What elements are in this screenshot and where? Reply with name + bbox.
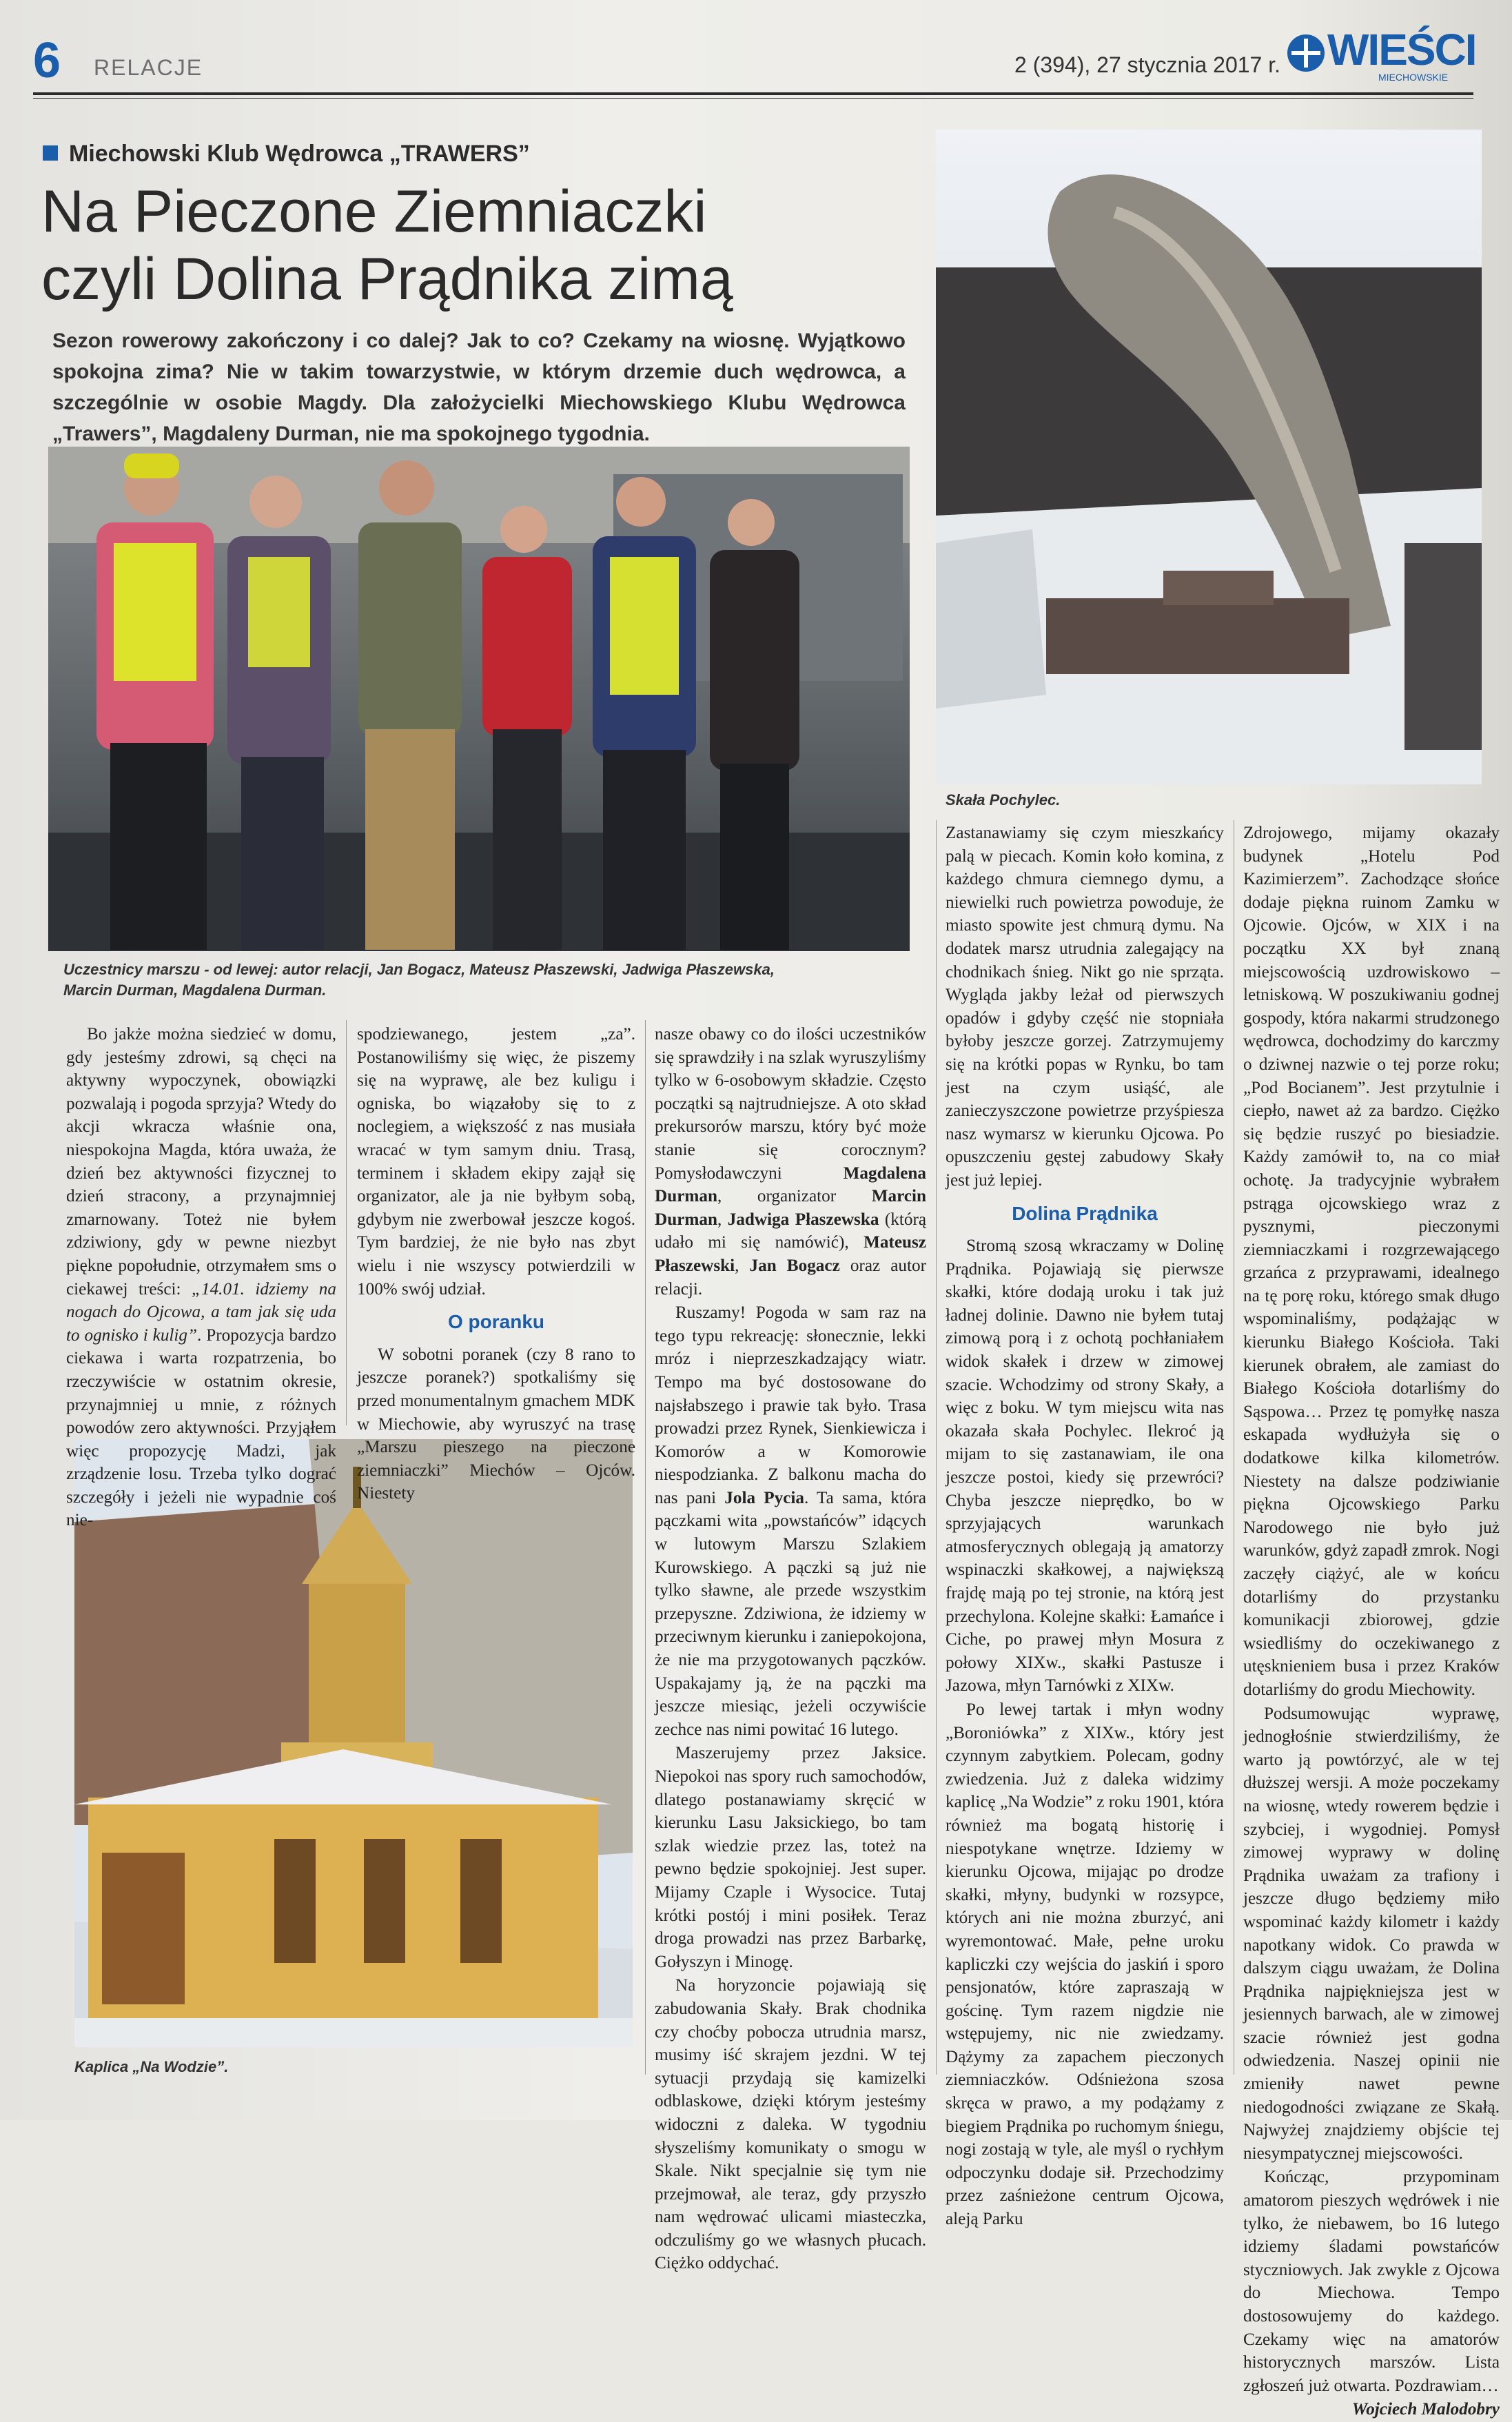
- logo-text: WIEŚCI: [1327, 25, 1476, 74]
- body-column-5: [1243, 822, 1500, 2422]
- paragraph: Na horyzoncie pojawiają się zabudowania Skały. Brak chodnika czy choćby pobocza utrudnia marsz, musimy iść skrajem jezdni. W tej sytuacji przydają się kamizelki odblaskowe, dzięki którym jesteśmy widoczni z daleka. W tygodniu słyszeliśmy komunikaty o smogu w Skale. Nikt specjalnie się tym nie przejmował, ale teraz, gdy przyszło nam wędrować ulicami miasteczka, odczuliśmy go we własnych płucach. Ciężko oddychać.: [655, 1976, 926, 2273]
- article-lede: Sezon rowerowy zakończony i co dalej? Jak to co? Czekamy na wiosnę. Wyjątkowo spokojna zima? Nie w takim towarzystwie, w którym drzemie duch wędrowca, a szczególnie w osobie Magdy. Dla założycielki Miechowskiego Klubu Wędrowca „Trawers”, Magdaleny Durman, nie ma spokojnego tygodnia.: [52, 329, 906, 445]
- headline-line-1: Na Pieczone Ziemniaczki: [41, 179, 707, 245]
- rock-photo-caption: Skała Pochylec.: [946, 791, 1061, 808]
- group-photo-image: [48, 447, 910, 951]
- issue-date: 2 (394), 27 stycznia 2017 r.: [1014, 52, 1280, 77]
- sms-quote: „14.01. idziemy na nogach do Ojcowa, a tam jak się uda to ognisko i kulig”: [66, 1279, 336, 1345]
- page-number: 6: [33, 33, 61, 88]
- header-rule: [33, 92, 1473, 95]
- group-photo: [48, 447, 910, 951]
- column-rule: [936, 820, 937, 2075]
- column-rule: [346, 1020, 347, 1425]
- column-rule: [645, 1020, 646, 2075]
- article-author: Wojciech Malodobry: [1351, 2400, 1500, 2419]
- subhead-o-poranku: O poranku: [447, 1311, 544, 1333]
- body-column-4: [946, 822, 1224, 2232]
- body-column-3: [655, 1023, 926, 2276]
- logo-cross-icon: [1287, 34, 1325, 72]
- article-headline: [41, 178, 930, 313]
- paragraph: Po lewej tartak i młyn wodny „Boroniówka” z XIXw., który jest czynnym zabytkiem. Polecam, godny zwiedzenia. Już z daleka widzimy kaplicę „Na Wodzie” z roku 1901, która również ma bogatą historię i niespotykane wnętrze. Idziemy w kierunku Ojcowa, mijając po drodze skałki, młyny, budynki w rozsypce, których ani nie można zburzyć, ani wyremontować. Małe, pełne uroku kapliczki czy wejścia do jaskiń i sporo pensjonatów, które zapraszają w gościnę. Tym razem nigdzie nie wstępujemy, nic nie zwiedzamy. Dążymy za zapachem pieczonych ziemniaczków. Odśnieżona szosa skręca w prawo, a my podążamy z biegiem Prądnika po ruchomym śniegu, nogi zostają w tyle, ale myśl o rychłym odpoczynku dodaje sił. Przechodzimy przez zaśnieżone centrum Ojcowa, aleją Parku: [946, 1700, 1224, 2229]
- paragraph: Kończąc, przypominam amatorom pieszych wędrówek i nie tylko, że niebawem, bo 16 lutego idziemy śladami powstańców styczniowych. Jak zwykle z Ojcowa do Miechowa. Tempo dostosowujemy do każdego. Czekamy więc na amatorów historycznych marszów. Lista zgłoszeń już otwarta. Pozdrawiam…: [1243, 2168, 1500, 2395]
- paragraph: Stromą szosą wkraczamy w Dolinę Prądnika. Pojawiają się pierwsze skałki, które dodają uroku i tak już ładnej dolinie. Dawno nie byłem tutaj zimową porą i z ochotą pochłaniałem widok skałek i drzew w zimowej szacie. Wchodzimy od strony Skały, a więc z boku. W tym miejscu wita nas okazała skała Pochylec. Ilekroć ją mijam to się zastanawiam, ile ona jeszcze postoi, kiedy się przewróci? Chyba jeszcze nieprędko, bo w sprzyjających warunkach atmosferycznych oblegają ją amatorzy wspinaczki skałkowej, a największą frajdę mają po tej stronie, na którą jest przechylona. Kolejne skałki: Łamańce i Ciche, po prawej młyn Mosura z połowy XIXw., skałki Pastusze i Jazowa, młyn Tarnówki z XIXw.: [946, 1237, 1224, 1696]
- paragraph: Bo jakże można siedzieć w domu, gdy jesteśmy zdrowi, są chęci na aktywny wypoczynek, obowiązki pozwalają i pogoda sprzyja? Wtedy do akcji wkracza właśnie ona, niespokojna Magda, która uważa, że dzień bez aktywności fizycznej to dzień stracony, a przynajmniej zmarnowany. Toteż nie byłem zdziwiony, gdy w pewne niezbyt piękne popołudnie, otrzymałem sms o ciekawej treści: „14.01. idziemy na nogach do Ojcowa, a tam jak się uda to ognisko i kulig”. Propozycja bardzo ciekawa i warta rozpatrzenia, bo rzeczywiście w ostatnim okresie, przynajmniej u mnie, z różnych powodów zero aktywności. Przyjąłem więc propozycję Madzi, jak zrządzenie losu. Trzeba tylko dograć szczegóły i jeżeli nie wypadnie coś nie-: [66, 1025, 336, 1530]
- rock-photo-image: [936, 130, 1482, 784]
- logo-subtext: MIECHOWSKIE: [1378, 72, 1449, 83]
- headline-line-2: czyli Dolina Prądnika zimą: [41, 246, 733, 312]
- page-header: [33, 25, 1476, 94]
- newspaper-logo: [1287, 25, 1476, 91]
- body-column-1: [66, 1023, 336, 1533]
- section-label: RELACJE: [94, 55, 203, 80]
- header-rule-thin: [33, 98, 1473, 99]
- rock-photo: [936, 130, 1482, 784]
- paragraph: Podsumowując wyprawę, jednogłośnie stwierdziliśmy, że warto ją powtórzyć, ale w tej dłuższej wersji. A może poczekamy na wiosnę, wtedy rowerem będzie i szybciej, i wygodniej. Pomysł zimowej wyprawy w dolinę Prądnika uważam za trafiony i jeszcze długo będziemy miło wspominać każdy kilometr i każdy napotkany widok. Co prawda w dalszym ciągu uważam, że Dolina Prądnika najpiękniejsza jest w jesiennych barwach, ale w zimowej szacie również jest godna odwiedzenia. Naszej opinii nie zmieniły nawet pewne niedogodności związane ze Skałą. Najwyżej znajdziemy objście tej niesympatycznej miejscowości.: [1243, 1704, 1500, 2163]
- body-column-2: [357, 1023, 635, 1506]
- kicker-square-icon: [43, 145, 58, 161]
- group-photo-caption: Uczestnicy marszu - od lewej: autor relacji, Jan Bogacz, Mateusz Płaszewski, Jadwiga Płaszewska, Marcin Durman, Magdalena Durman.: [63, 961, 775, 999]
- paragraph: Zastanawiamy się czym mieszkańcy palą w piecach. Komin koło komina, z każdego chmura ciemnego dymu, a niewielki ruch powietrza powoduje, że miasto spowite jest chmurą dymu. Na dodatek marsz utrudnia zalegający na chodnikach śnieg. Nikt go nie sprząta. Wygląda jakby leżał od pierwszych opadów i gdyby część nie stopniała byłoby jeszcze gorzej. Zatrzymujemy się na krótki popas w Rynku, bo tam jest na czym usiąść, ale zanieczyszczone powietrze przyśpiesza nasz wymarsz w kierunku Ojcowa. Po opuszczeniu gęstej zabudowy Skały jest już lepiej.: [946, 824, 1224, 1190]
- paragraph: nasze obawy co do ilości uczestników się sprawdziły i na szlak wyruszyliśmy tylko w 6-osobowym składzie. Często początki są najtrudniejsze. A oto skład prekursorów marszu, który być może stanie się corocznym? Pomysłodawczyni Magdalena Durman, organizator Marcin Durman, Jadwiga Płaszewska (którą udało mi się namówić), Mateusz Płaszewski, Jan Bogacz oraz autor relacji.: [655, 1025, 927, 1299]
- kicker-text: Miechowski Klub Wędrowca „TRAWERS”: [69, 141, 530, 167]
- paragraph: W sobotni poranek (czy 8 rano to jeszcze poranek?) spotkaliśmy się przed monumentalnym gmachem MDK w Miechowie, aby wyruszyć na trasę „Marszu pieszego na pieczone ziemniaczki” Miechów – Ojców. Niestety: [357, 1345, 635, 1503]
- paragraph: Zdrojowego, mijamy okazały budynek „Hotelu Pod Kazimierzem”. Zachodzące słońce dodaje piękna ruinom Zamku w Ojcowie. Ojców, w XIX i na początku XX był znaną miejscowością uzdrowiskowo – letniskową. W poszukiwaniu godnej gospody, która nakarmi strudzonego wędrowca, dochodzimy do karczmy o dziwnej nazwie o tej porze roku; „Pod Bocianem”. Jest przytulnie i ciepło, nawet aż za bardzo. Ciężko się będzie ruszyć po biesiadzie. Każdy zamówił to, na co miał ochotę. Ja tradycyjnie wybrałem pstrąga ojcowskiego wraz z pysznymi, pieczonymi ziemniaczkami i rozgrzewającego grzańca z przyprawami, idealnego na tę porę roku, którego smak długo wspominaliśmy, podążając w kierunku Białego Kościoła. Taki kierunek obrałem, ale zamiast do Białego Kościoła dotarliśmy do Sąspowa… Przez tę pomyłkę nasza eskapada wydłużyła się o dodatkowe kilka kilometrów. Niestety na dalsze podziwianie piękna Ojcowskiego Parku Narodowego nie było już warunków, gdyż zapadł zmrok. Nogi zaczęły ciążyć, ale w końcu dotarliśmy do przystanku komunikacji zbiorowej, gdzie wsiedliśmy do oczekiwanego z utęsknieniem busa i przez Kraków dotarliśmy do grodu Miechowity.: [1243, 824, 1500, 1699]
- paragraph: Maszerujemy przez Jaksice. Niepokoi nas spory ruch samochodów, dlatego postanawiamy skręcić w kierunku Lasu Jaksickiego, bo tam szlak wiedzie przez las, toteż na pewno będzie spokojniej. Jest super. Mijamy Czaple i Wysocice. Tutaj krótki postój i mini posiłek. Teraz droga prowadzi nas przez Barbarkę, Gołyszyn i Minogę.: [655, 1744, 926, 1971]
- article-kicker: [43, 141, 530, 167]
- subhead-dolina-pradnika: Dolina Prądnika: [1012, 1202, 1158, 1224]
- chapel-photo-caption: Kaplica „Na Wodzie”.: [74, 2058, 229, 2075]
- paragraph: Ruszamy! Pogoda w sam raz na tego typu rekreację: słonecznie, lekki mróz i nieprzeszkadzający wiatr. Tempo ma być dostosowane do najsłabszego i prawie tak było. Trasa prowadzi przez Rynek, Sienkiewicza i Komorów a w Komorowie niespodzianka. Z balkonu macha do nas pani Jola Pycia. Ta sama, która pączkami wita „powstańców” idących w lutowym Marszu Szlakiem Kurowskiego. A pączki są już nie tylko sławne, ale przede wszystkim przepyszne. Zdziwiona, że idziemy w przeciwnym kierunku i zaniepokojona, że nie ma przygotowanych pączków. Uspakajamy ją, że na pączki ma jeszcze miesiąc, jeżeli oczywiście zechce nas nimi powitać 16 lutego.: [655, 1303, 926, 1739]
- paragraph: spodziewanego, jestem „za”. Postanowiliśmy się więc, że piszemy się na wyprawę, ale bez kuligu i ogniska, bo wiązałoby się to z noclegiem, a większość z nas musiała wracać w tym samym dniu. Trasą, terminem i składem ekipy zajął się organizator, ale ja nie byłbym sobą, gdybym nie zwerbował jeszcze kogoś. Tym bardziej, że nie było nas zbyt wielu i nie wszyscy potwierdzili w 100% swój udział.: [357, 1025, 635, 1299]
